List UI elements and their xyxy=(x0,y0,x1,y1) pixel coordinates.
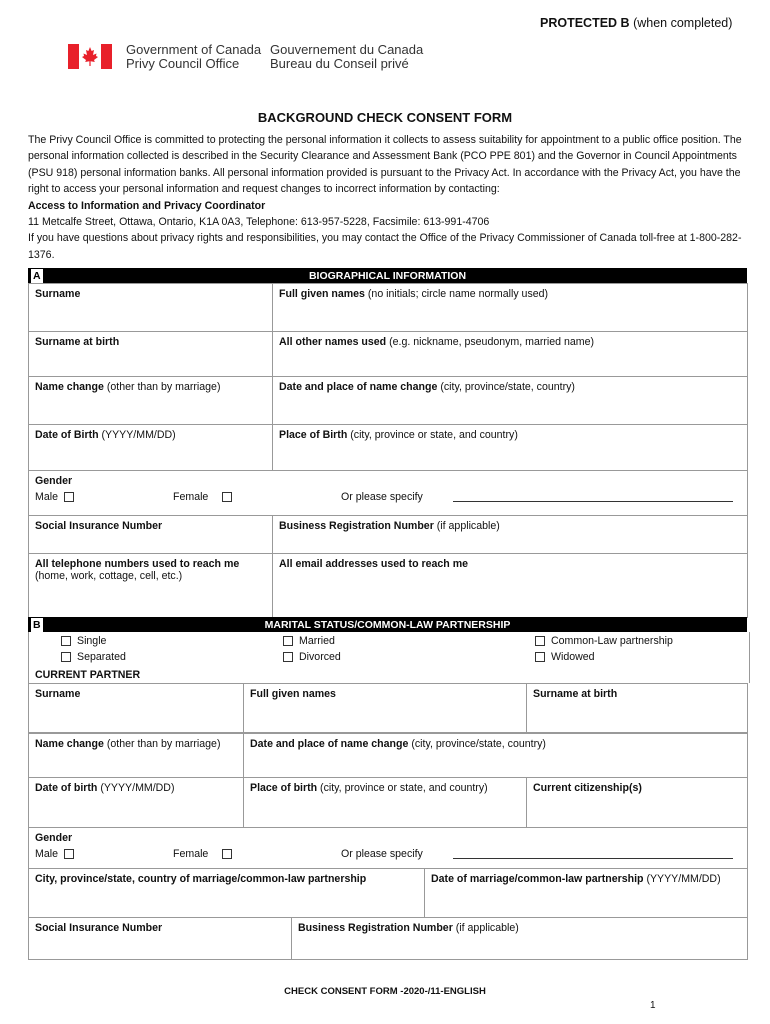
partner-name-change-date-place-hint: (city, province/state, country) xyxy=(408,738,546,750)
separated-label: Separated xyxy=(77,651,126,663)
widowed-checkbox[interactable] xyxy=(535,652,545,662)
marital-status-options xyxy=(28,632,750,668)
separated-option[interactable] xyxy=(61,651,126,663)
other-names-label: All other names used xyxy=(279,336,387,348)
given-names-hint: (no initials; circle name normally used) xyxy=(364,288,549,300)
partner-specify-label: Or please specify xyxy=(341,848,423,860)
gender-female-option[interactable] xyxy=(173,491,232,503)
dob-field[interactable] xyxy=(29,425,273,471)
partner-male-checkbox[interactable] xyxy=(64,849,74,859)
name-change-label: Name change xyxy=(35,381,104,393)
partner-surname-field[interactable] xyxy=(29,684,244,733)
partner-name-change-label: Name change xyxy=(35,738,104,750)
common-law-option[interactable] xyxy=(535,635,673,647)
dob-label: Date of Birth xyxy=(35,429,99,441)
single-label: Single xyxy=(77,635,107,647)
partner-pob-hint: (city, province or state, and country) xyxy=(317,782,488,794)
surname-birth-label: Surname at birth xyxy=(35,336,120,348)
partner-brn-hint: (if applicable) xyxy=(452,922,519,934)
male-checkbox[interactable] xyxy=(64,492,74,502)
surname-field[interactable] xyxy=(29,284,273,332)
phones-field[interactable] xyxy=(29,554,273,618)
partner-given-names-label: Full given names xyxy=(250,688,336,700)
current-partner-heading: CURRENT PARTNER xyxy=(28,667,750,683)
pob-hint: (city, province or state, and country) xyxy=(347,429,518,441)
gender-specify-line[interactable] xyxy=(453,501,733,502)
government-wordmark-fr xyxy=(270,43,423,71)
married-checkbox[interactable] xyxy=(283,636,293,646)
biographical-table xyxy=(28,283,748,618)
name-change-field[interactable] xyxy=(29,377,273,425)
protected-qualifier: (when completed) xyxy=(629,16,733,30)
marriage-date-label: Date of marriage/common-law partnership xyxy=(431,873,644,885)
coordinator-address: 11 Metcalfe Street, Ottawa, Ontario, K1A 0A3, Telephone: 613-957-5228, Facsimile: 613-991-4706 xyxy=(28,216,490,229)
single-checkbox[interactable] xyxy=(61,636,71,646)
divorced-label: Divorced xyxy=(299,651,341,663)
gender-specify-label: Or please specify xyxy=(341,491,423,503)
partner-dob-field[interactable] xyxy=(29,778,244,828)
canada-flag-icon xyxy=(68,44,112,69)
partner-name-change-field[interactable] xyxy=(29,734,244,778)
widowed-option[interactable] xyxy=(535,651,595,663)
marriage-date-field[interactable] xyxy=(425,869,748,918)
privacy-para-2: If you have questions about privacy rights and responsibilities, you may contact the Office of the Privacy Commissioner of Canada toll-free at 1-800-282-1376. xyxy=(28,232,742,261)
gov-en-line1: Government of Canada xyxy=(126,42,262,57)
emails-label: All email addresses used to reach me xyxy=(279,558,469,570)
surname-birth-field[interactable] xyxy=(29,332,273,377)
partner-id-table xyxy=(28,917,748,960)
privacy-notice xyxy=(28,132,748,263)
female-label: Female xyxy=(173,491,209,503)
phones-label: All telephone numbers used to reach me xyxy=(35,558,240,570)
common-law-checkbox[interactable] xyxy=(535,636,545,646)
partner-dob-label: Date of birth xyxy=(35,782,98,794)
divorced-checkbox[interactable] xyxy=(283,652,293,662)
section-b-title: MARITAL STATUS/COMMON-LAW PARTNERSHIP xyxy=(264,619,511,631)
marriage-place-label: City, province/state, country of marriage/common-law partnership xyxy=(35,873,367,885)
name-change-date-place-hint: (city, province/state, country) xyxy=(437,381,575,393)
married-label: Married xyxy=(299,635,335,647)
partner-specify-line[interactable] xyxy=(453,858,733,859)
brn-label: Business Registration Number xyxy=(279,520,434,532)
name-change-date-place-field[interactable] xyxy=(273,377,748,425)
partner-table-1 xyxy=(28,683,748,733)
partner-sin-label: Social Insurance Number xyxy=(35,922,163,934)
phones-hint: (home, work, cottage, cell, etc.) xyxy=(35,570,183,582)
partner-name-change-date-place-label: Date and place of name change xyxy=(250,738,409,750)
gov-fr-line1: Gouvernement du Canada xyxy=(270,42,424,57)
partner-citizenship-field[interactable] xyxy=(527,778,748,828)
other-names-field[interactable] xyxy=(273,332,748,377)
name-change-hint: (other than by marriage) xyxy=(103,381,221,393)
form-title: BACKGROUND CHECK CONSENT FORM xyxy=(257,110,513,125)
partner-dob-hint: (YYYY/MM/DD) xyxy=(97,782,175,794)
common-law-label: Common-Law partnership xyxy=(551,635,673,647)
partner-surname-label: Surname xyxy=(35,688,81,700)
partner-given-names-field[interactable] xyxy=(244,684,527,733)
privacy-para-1: The Privy Council Office is committed to protecting the personal information it collects to assess suitability for appointment to a public office position. The personal information collected is described in the Security Clearance and Assessment Bank (PCO PPE 801) and the Governor in Council Appointments (PSU 918) personal information banks. All personal information provided is pursuant to the Privacy Act. In accordance with the Privacy Act, you have the right to access your personal information and request changes to incorrect information by contacting: xyxy=(28,134,742,196)
surname-label: Surname xyxy=(35,288,81,300)
pob-field[interactable] xyxy=(273,425,748,471)
partner-brn-label: Business Registration Number xyxy=(298,922,453,934)
gender-male-option[interactable] xyxy=(35,491,74,503)
partner-pob-label: Place of birth xyxy=(250,782,318,794)
government-wordmark-en xyxy=(126,43,261,71)
partner-male-label: Male xyxy=(35,848,58,860)
marriage-table xyxy=(28,868,748,918)
form-footer-id: CHECK CONSENT FORM -2020-/11-ENGLISH xyxy=(284,986,486,997)
gov-fr-line2: Bureau du Conseil privé xyxy=(270,56,409,71)
female-checkbox[interactable] xyxy=(222,492,232,502)
partner-female-option[interactable] xyxy=(173,848,232,860)
partner-surname-birth-field[interactable] xyxy=(527,684,748,733)
emails-field[interactable] xyxy=(273,554,748,618)
sin-field[interactable] xyxy=(29,516,273,554)
brn-field[interactable] xyxy=(273,516,748,554)
section-b-letter: B xyxy=(31,618,43,632)
section-a-letter: A xyxy=(31,269,43,283)
partner-sin-field[interactable] xyxy=(29,918,292,960)
partner-surname-birth-label: Surname at birth xyxy=(533,688,618,700)
pob-label: Place of Birth xyxy=(279,429,348,441)
single-option[interactable] xyxy=(61,635,106,647)
section-a-header xyxy=(28,268,747,283)
given-names-label: Full given names xyxy=(279,288,365,300)
coordinator-heading: Access to Information and Privacy Coordinator xyxy=(28,199,266,212)
name-change-date-place-label: Date and place of name change xyxy=(279,381,438,393)
given-names-field[interactable] xyxy=(273,284,748,332)
marriage-place-field[interactable] xyxy=(29,869,425,918)
widowed-label: Widowed xyxy=(551,651,595,663)
dob-hint: (YYYY/MM/DD) xyxy=(98,429,176,441)
brn-hint: (if applicable) xyxy=(433,520,500,532)
male-label: Male xyxy=(35,491,58,503)
other-names-hint: (e.g. nickname, pseudonym, married name) xyxy=(386,336,595,348)
marriage-date-hint: (YYYY/MM/DD) xyxy=(643,873,721,885)
gov-en-line2: Privy Council Office xyxy=(126,56,240,71)
section-b-header xyxy=(28,617,747,632)
partner-female-checkbox[interactable] xyxy=(222,849,232,859)
protected-b-notice xyxy=(540,16,732,30)
married-option[interactable] xyxy=(283,635,335,647)
partner-female-label: Female xyxy=(173,848,209,860)
partner-pob-field[interactable] xyxy=(244,778,527,828)
protected-label: PROTECTED B xyxy=(540,16,630,30)
partner-citizenship-label: Current citizenship(s) xyxy=(533,782,642,794)
partner-gender-label: Gender xyxy=(35,832,73,844)
partner-male-option[interactable] xyxy=(35,848,74,860)
partner-gender-row xyxy=(29,828,748,869)
partner-table-2 xyxy=(28,733,748,869)
sin-label: Social Insurance Number xyxy=(35,520,163,532)
divorced-option[interactable] xyxy=(283,651,341,663)
section-a-title: BIOGRAPHICAL INFORMATION xyxy=(308,270,467,282)
gender-row xyxy=(29,471,748,516)
partner-name-change-hint: (other than by marriage) xyxy=(103,738,221,750)
gender-label: Gender xyxy=(35,475,73,487)
separated-checkbox[interactable] xyxy=(61,652,71,662)
partner-brn-field[interactable] xyxy=(292,918,748,960)
page-number: 1 xyxy=(650,1000,656,1011)
partner-name-change-date-place-field[interactable] xyxy=(244,734,748,778)
